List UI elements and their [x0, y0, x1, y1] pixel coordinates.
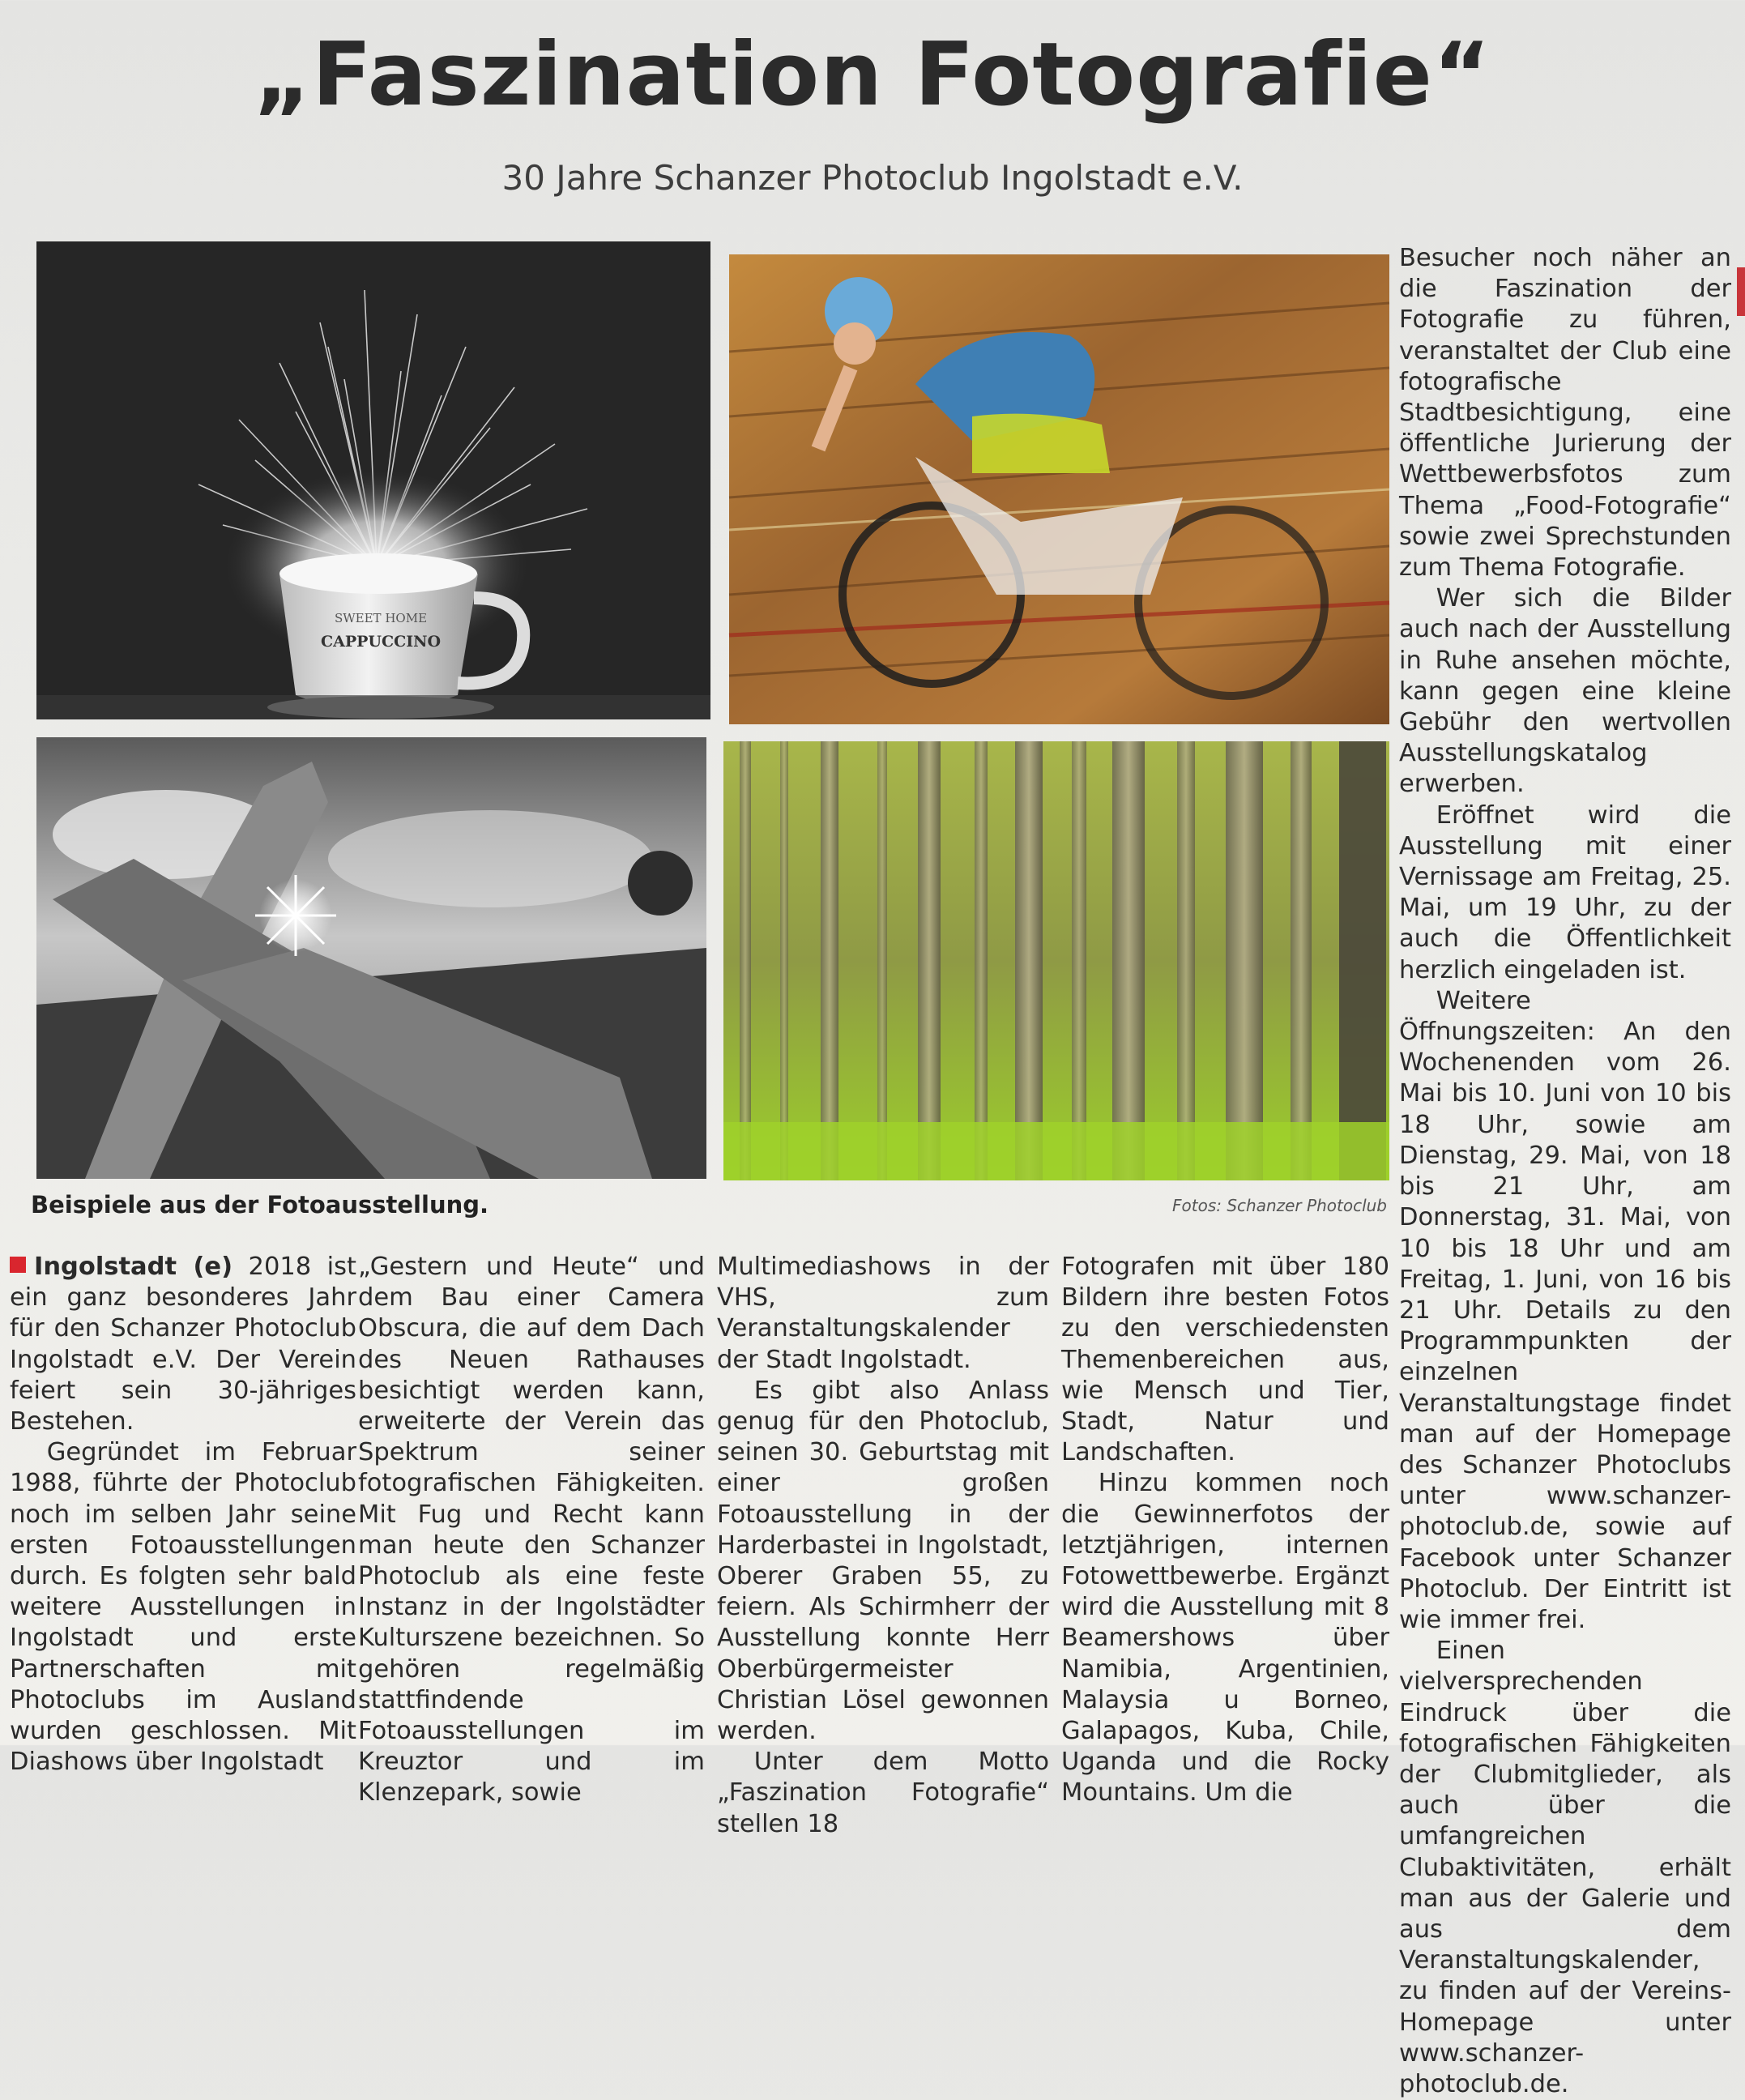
dateline-marker-icon — [10, 1257, 26, 1273]
article-paragraph: „Gestern und Heute“ und dem Bau einer Camera Obscura, die auf dem Dach des Neuen Rathauses besichtigt werden kann, erweiterte der Verein das Spektrum seiner fotografischen Fähigkeiten. Mit Fug und Recht kann man heute den Schanzer Photoclub als eine feste Instanz in der Ingolstädter Kulturszene bezeichnen. So gehören regelmäßig stattfindende Fotoausstellungen im Kreuztor und im Klenzepark, sowie — [358, 1253, 705, 1808]
article-paragraph: Fotografen mit über 180 Bildern ihre besten Fotos zu den verschiedensten Themenbereichen aus, wie Mensch und Tier, Stadt, Natur und Landschaften. — [1061, 1253, 1389, 1467]
cup-label-top: SWEET HOME — [334, 611, 428, 625]
article-paragraph: Hinzu kommen noch die Gewinnerfotos der letztjährigen, internen Fotowettbewerbe. Ergänzt wird die Ausstellung mit 8 Beamershows über Namibia, Argentinien, Malaysia u Borneo, Galapagos, Kuba, Chile, Uganda und die Rocky Mountains. Um die — [1061, 1469, 1389, 1808]
article-paragraph: Weitere Öffnungszeiten: An den Wochenenden vom 26. Mai bis 10. Juni von 10 bis 18 Uhr, sowie am Dienstag, 29. Mai, von 18 bis 21 Uhr, am Donnerstag, 31. Mai, von 10 bis 18 Uhr und am Freitag, 1. Juni, von 16 bis 21 Uhr. Details zu den Programmpunkten der einzelnen Veranstaltungstage findet man auf der Homepage des Schanzer Photoclubs unter www.schanzer-photoclub.de, sowie auf Facebook unter Schanzer Photoclub. Der Eintritt ist wie immer frei. — [1399, 986, 1731, 1634]
article-subheadline: 30 Jahre Schanzer Photoclub Ingolstadt e.V. — [501, 158, 1244, 198]
article-paragraph: Einen vielversprechenden Eindruck über die fotografischen Fähigkeiten der Clubmitglieder, als auch über die umfangreichen Clubaktivitäten, erhält man aus der Galerie und aus dem Veranstaltungskalender, zu finden auf der Vereins-Homepage unter www.schanzer-photoclub.de. — [1399, 1637, 1731, 2098]
photo-cappuccino-sparkler — [36, 241, 710, 719]
article-headline: „Faszination Fotografie“ — [254, 24, 1491, 126]
paragraph-text: 2018 ist ein ganz besonderes Jahr für den Schanzer Photoclub Ingolstadt e.V. Der Verein feiert sein 30-jähriges Bestehen. — [10, 1253, 356, 1436]
article-column-2 — [358, 1252, 705, 1808]
article-paragraph: Es gibt also Anlass genug für den Photoclub, seinen 30. Geburtstag mit einer großen Fotoausstellung in der Harderbastei in Ingolstadt, Oberer Graben 55, zu feiern. Als Schirmherr der Ausstellung konnte Herr Oberbürgermeister Christian Lösel gewonnen werden. — [717, 1376, 1049, 1746]
article-paragraph: Wer sich die Bilder auch nach der Ausstellung in Ruhe ansehen möchte, kann gegen eine kleine Gebühr den wertvollen Ausstellungskatalog erwerben. — [1399, 584, 1731, 799]
photo-concrete-sculpture — [36, 737, 706, 1179]
cup-label-main: CAPPUCCINO — [320, 633, 442, 651]
article-paragraph: Eröffnet wird die Ausstellung mit einer Vernissage am Freitag, 25. Mai, um 19 Uhr, zu der auch die Öffentlichkeit herzlich eingeladen ist. — [1399, 800, 1731, 984]
adjacent-page-edge — [1737, 267, 1745, 316]
article-paragraph: Multimediashows in der VHS, zum Veranstaltungskalender der Stadt Ingolstadt. — [717, 1253, 1049, 1374]
article-column-3 — [717, 1252, 1049, 1838]
photo-forest-trees — [723, 741, 1389, 1180]
photo-caption: Beispiele aus der Fotoausstellung. — [31, 1191, 489, 1219]
article-paragraph: Besucher noch näher an die Faszination der Fotografie zu führen, veranstaltet der Club eine fotografische Stadtbesichtigung, eine öffentliche Jurierung der Wettbewerbsfotos zum Thema „Food-Fotografie“ sowie zwei Sprechstunden zum Thema Fotografie. — [1399, 244, 1731, 583]
photo-credit: Fotos: Schanzer Photoclub — [1172, 1196, 1387, 1215]
article-paragraph — [10, 1252, 356, 1437]
article-column-1 — [10, 1252, 356, 1777]
photo-cyclist-motion-blur — [729, 254, 1389, 724]
article-paragraph: Gegründet im Februar 1988, führte der Photoclub noch im selben Jahr seine ersten Fotoausstellungen durch. Es folgten sehr bald weitere Ausstellungen in Ingolstadt und erste Partnerschaften mit Photoclubs im Ausland wurden geschlossen. Mit Diashows über Ingolstadt — [10, 1438, 356, 1777]
article-paragraph: Unter dem Motto „Faszination Fotografie“ stellen 18 — [717, 1748, 1049, 1838]
dateline: Ingolstadt (e) — [34, 1253, 233, 1281]
article-column-4 — [1061, 1252, 1389, 1808]
article-column-5 — [1399, 243, 1731, 2098]
